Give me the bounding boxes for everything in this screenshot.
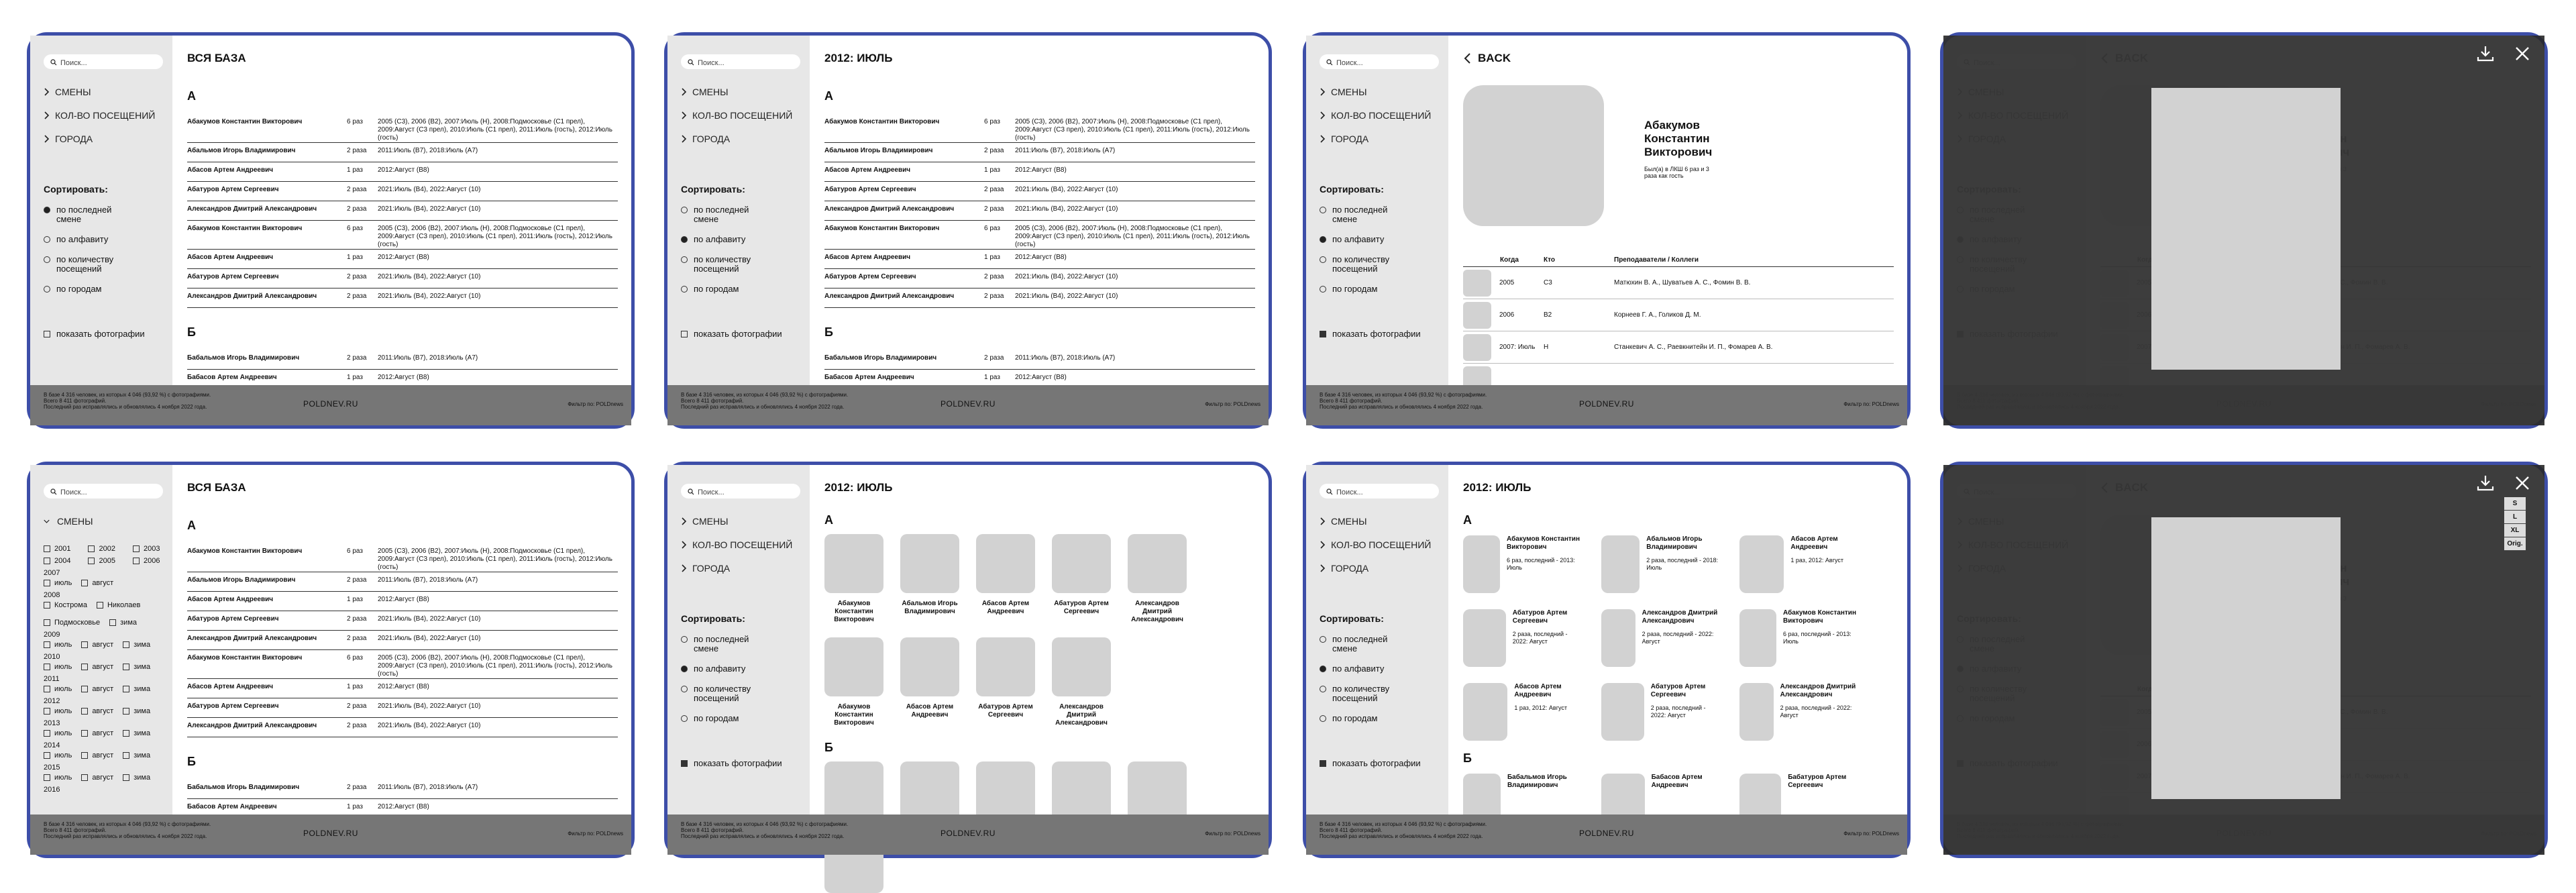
table-row[interactable]: Абатуров Артем Сергеевич 2 раза 2021:Июль (В4), 2022:Август (10) [187, 182, 618, 201]
sort-title: Сортировать: [1320, 184, 1384, 195]
table-row[interactable]: Абатуров Артем Сергеевич 2 раза 2021:Июль (В4), 2022:Август (10) [187, 269, 618, 288]
shift-checkbox[interactable]: зима [123, 663, 150, 671]
year-label: 2007 [44, 569, 60, 577]
photo [824, 761, 883, 821]
nav-item[interactable]: КОЛ-ВО ПОСЕЩЕНИЙ [44, 103, 163, 127]
sort-option[interactable]: по последней смене [681, 205, 800, 224]
photo [824, 637, 883, 696]
sort-option[interactable]: по городам [44, 284, 163, 294]
person-tile[interactable] [1052, 761, 1111, 821]
sidebar [667, 36, 810, 385]
footer: В базе 4 316 человек, из которых 4 046 (93,92 %) с фотографиями. Всего 8 411 фотографий. Последний раз исправлялись и обновлялись 4 ноября 2022 года. POLDNEV.RU Фильтр по: POLDnews [30, 815, 631, 855]
back-button[interactable]: BACK [1463, 45, 1894, 72]
search-icon [1326, 59, 1333, 68]
table-row[interactable]: Александров Дмитрий Александрович 2 раза 2021:Июль (В4), 2022:Август (10) [187, 288, 618, 308]
table-row[interactable]: Бабальмов Игорь Владимирович 2 раза 2011:Июль (В7), 2018:Июль (А7) [824, 350, 1255, 370]
history-row[interactable]: 2006 В2 Корнеев Г. А., Голиков Д. М. [1463, 299, 1894, 331]
chevron-down-icon [44, 517, 52, 525]
table-row[interactable]: Абасов Артем Андреевич 1 раз 2012:Август (В8) [824, 162, 1255, 182]
photo [1052, 534, 1111, 593]
sort-option[interactable]: по количеству посещений [44, 255, 163, 274]
person-card[interactable]: Абакумов Константин Викторович 6 раз, последний - 2013: Июль [1739, 609, 1860, 671]
nav-item[interactable]: СМЕНЫ [1320, 80, 1439, 103]
shift-checkbox[interactable]: июль [44, 774, 72, 782]
sort-option[interactable]: по последней смене [1320, 205, 1439, 224]
person-card[interactable]: Абатуров Артем Сергеевич 2 раза, последний - 2022: Август [1601, 683, 1722, 745]
shift-checkbox[interactable]: июль [44, 685, 72, 693]
footer: В базе 4 316 человек, из которых 4 046 (93,92 %) с фотографиями. Всего 8 411 фотографий. Последний раз исправлялись и обновлялись 4 ноября 2022 года. POLDNEV.RU Фильтр по: POLDnews [667, 385, 1269, 425]
person-card[interactable]: Александров Дмитрий Александрович 2 раза, последний - 2022: Август [1739, 683, 1860, 745]
table-row[interactable]: Бабальмов Игорь Владимирович 2 раза 2011:Июль (В7), 2018:Июль (А7) [187, 350, 618, 370]
main-content [810, 36, 1269, 385]
search-placeholder: Поиск... [1336, 59, 1363, 67]
sort-option[interactable]: по количеству посещений [681, 684, 800, 703]
main-content [172, 36, 631, 385]
main-content: BACK Абакумов Константин Викторович Был(а) в ЛКШ 6 раз и 3 раза как гость Когда Кто Преподаватели / Коллеги 2005 С3 Матюхин В. А., Шуватьев А. С., Фомин В. В. 2006 В2 Корнеев Г. А., Голиков Д. М. 2007: Июль Н Станкевич А. С., Раевкнитейн И. П., Фомарев А. В. [1448, 36, 1907, 385]
photo [900, 534, 959, 593]
radio[interactable] [681, 286, 688, 293]
sort-title: Сортировать: [44, 184, 108, 195]
person-tile[interactable] [900, 761, 959, 821]
footer: В базе 4 316 человек, из которых 4 046 (93,92 %) с фотографиями. Всего 8 411 фотографий. Последний раз исправлялись и обновлялись 4 ноября 2022 года. POLDNEV.RU Фильтр по: POLDnews [667, 815, 1269, 855]
chevron-right-icon [1320, 135, 1326, 143]
nav-item[interactable]: СМЕНЫ [44, 80, 163, 103]
photo [1463, 535, 1500, 593]
table-row[interactable]: Абатуров Артем Сергеевич 2 раза 2021:Июль (В4), 2022:Август (10) [187, 698, 618, 718]
photo [1601, 609, 1635, 667]
chevron-right-icon [1320, 541, 1326, 549]
table-row[interactable]: Абасов Артем Андреевич 1 раз 2012:Август (В8) [824, 250, 1255, 269]
sort-option[interactable]: по алфавиту [681, 664, 800, 674]
nav-item[interactable]: КОЛ-ВО ПОСЕЩЕНИЙ [681, 533, 800, 556]
shift-checkbox[interactable]: июль [44, 579, 72, 587]
sort-option[interactable]: по последней смене [681, 635, 800, 653]
sort-option[interactable]: по городам [681, 284, 800, 294]
person-tile[interactable]: Абакумов Константин Викторович [824, 637, 883, 727]
table-row[interactable]: Абатуров Артем Сергеевич 2 раза 2021:Июль (В4), 2022:Август (10) [187, 611, 618, 631]
footer-site[interactable]: POLDNEV.RU [1579, 829, 1634, 838]
history-table: Когда Кто Преподаватели / Коллеги 2005 С3 Матюхин В. А., Шуватьев А. С., Фомин В. В. 2006 В2 Корнеев Г. А., Голиков Д. М. 2007: Июль Н Станкевич А. С., Раевкнитейн И. П., Фомарев А. В. [1463, 256, 1894, 396]
shift-checkbox[interactable]: июль [44, 729, 72, 737]
year-label: 2012 [44, 697, 60, 705]
radio[interactable] [44, 286, 50, 293]
photo [1463, 683, 1507, 741]
page-title: 2012: ИЮЛЬ [1463, 481, 1532, 494]
show-photos-toggle[interactable]: показать фотографии [44, 329, 163, 339]
person-card[interactable]: Абасов Артем Андреевич 1 раз, 2012: Август [1463, 683, 1584, 745]
history-row[interactable]: 2007: Июль Н Станкевич А. С., Раевкнитейн И. П., Фомарев А. В. [1463, 331, 1894, 364]
photo [976, 534, 1035, 593]
show-photos-toggle[interactable]: показать фотографии [1320, 758, 1439, 768]
year-checkbox[interactable]: 2001 [44, 545, 70, 553]
search-placeholder: Поиск... [698, 59, 724, 67]
shift-checkbox[interactable]: июль [44, 641, 72, 649]
search-input[interactable] [681, 54, 800, 69]
photo [1463, 609, 1506, 667]
radio[interactable] [44, 236, 50, 243]
screen-frame [1303, 32, 1911, 429]
page-title: ВСЯ БАЗА [187, 52, 246, 64]
photo [1128, 761, 1187, 821]
radio[interactable] [681, 256, 688, 263]
footer: В базе 4 316 человек, из которых 4 046 (93,92 %) с фотографиями. Всего 8 411 фотографий. Последний раз исправлялись и обновлялись 4 ноября 2022 года. POLDNEV.RU Фильтр по: POLDnews [30, 385, 631, 425]
chevron-right-icon [681, 541, 687, 549]
shift-checkbox[interactable]: зима [123, 729, 150, 737]
shift-checkbox[interactable]: август [81, 707, 113, 715]
chevron-right-icon [1320, 564, 1326, 572]
table-row[interactable]: Бабасов Артем Андреевич 1 раз 2012:Август (В8) [187, 799, 618, 819]
page-title: ВСЯ БАЗА [187, 481, 246, 494]
table-row[interactable]: Абальмов Игорь Владимирович 2 раза 2011:Июль (В7), 2018:Июль (А7) [824, 143, 1255, 162]
table-row[interactable]: Абакумов Константин Викторович 6 раз 2005 (С3), 2006 (В2), 2007:Июль (Н), 2008:Подмосковье (С1 прел), 2009:Август (С3 прел), 2010:Июль (С1 прел), 2011:Июль (гость), 2012:Июль (гость) [187, 543, 618, 572]
shift-checkbox[interactable]: август [81, 641, 113, 649]
nav-item[interactable]: ГОРОДА [681, 127, 800, 150]
table-row[interactable]: Бабальмов Игорь Владимирович 2 раза 2011:Июль (В7), 2018:Июль (А7) [187, 780, 618, 799]
page-title: 2012: ИЮЛЬ [824, 52, 893, 64]
photo [1601, 683, 1644, 741]
radio[interactable] [681, 636, 688, 643]
shift-checkbox[interactable]: зима [109, 619, 137, 627]
radio[interactable] [681, 236, 688, 243]
chevron-right-icon [681, 517, 687, 525]
chevron-right-icon [1320, 517, 1326, 525]
radio[interactable] [1320, 686, 1326, 692]
footer: В базе 4 316 человек, из которых 4 046 (93,92 %) с фотографиями. Всего 8 411 фотографий. Последний раз исправлялись и обновлялись 4 ноября 2022 года. POLDNEV.RU Фильтр по: POLDnews [1306, 385, 1907, 425]
radio[interactable] [1320, 236, 1326, 243]
shift-checkbox[interactable]: Подмосковье [44, 619, 100, 627]
radio[interactable] [681, 207, 688, 213]
sort-option[interactable]: по алфавиту [44, 235, 163, 244]
search-input[interactable] [681, 484, 800, 498]
search-icon [1326, 488, 1333, 497]
radio[interactable] [1320, 666, 1326, 672]
shift-checkbox[interactable]: июль [44, 751, 72, 759]
shift-checkbox[interactable]: август [81, 579, 113, 587]
year-checkbox[interactable]: 2005 [88, 557, 115, 565]
close-icon[interactable] [2515, 476, 2530, 494]
show-photos-toggle[interactable]: показать фотографии [681, 329, 800, 339]
shift-checkbox[interactable]: август [81, 774, 113, 782]
shift-checkbox[interactable]: июль [44, 663, 72, 671]
table-row[interactable]: Александров Дмитрий Александрович 2 раза 2021:Июль (В4), 2022:Август (10) [824, 288, 1255, 308]
download-icon[interactable] [2476, 45, 2495, 66]
sidebar [1306, 465, 1448, 815]
screen-frame [664, 32, 1272, 429]
sort-title: Сортировать: [1320, 613, 1384, 624]
chevron-right-icon [1320, 111, 1326, 119]
person-card[interactable]: Бабальмов Игорь Владимирович [1463, 774, 1584, 835]
footer-site[interactable]: POLDNEV.RU [941, 399, 996, 409]
person-card[interactable]: Абасов Артем Андреевич 1 раз, 2012: Август [1739, 535, 1860, 597]
search-placeholder: Поиск... [1336, 488, 1363, 496]
shift-checkbox[interactable]: август [81, 751, 113, 759]
letter-heading: Б [824, 741, 833, 754]
size-menu [2504, 497, 2526, 551]
nav-item[interactable]: ГОРОДА [1320, 127, 1439, 150]
sort-option[interactable]: по последней смене [1320, 635, 1439, 653]
main-content [810, 465, 1269, 815]
nav-item[interactable]: СМЕНЫ [681, 509, 800, 533]
footer: В базе 4 316 человек, из которых 4 046 (93,92 %) с фотографиями. Всего 8 411 фотографий. Последний раз исправлялись и обновлялись 4 ноября 2022 года. POLDNEV.RU Фильтр по: POLDnews [1306, 815, 1907, 855]
radio[interactable] [1320, 256, 1326, 263]
sort-option[interactable]: по городам [1320, 284, 1439, 294]
size-option[interactable]: S [2504, 497, 2526, 511]
year-label: 2008 [44, 591, 60, 599]
person-tile[interactable] [1128, 761, 1187, 821]
shift-checkbox[interactable]: август [81, 729, 113, 737]
nav-item[interactable]: СМЕНЫ [1320, 509, 1439, 533]
letter-heading: А [187, 89, 196, 103]
footer-site[interactable]: POLDNEV.RU [303, 829, 358, 838]
person-tile[interactable] [824, 761, 883, 821]
radio[interactable] [681, 666, 688, 672]
photo [1739, 683, 1774, 741]
sidebar [30, 36, 172, 385]
table-row[interactable]: Абакумов Константин Викторович 6 раз 2005 (С3), 2006 (В2), 2007:Июль (Н), 2008:Подмосковье (С1 прел), 2009:Август (С3 прел), 2010:Июль (С1 прел), 2011:Июль (гость), 2012:Июль (гость) [187, 114, 618, 143]
person-tile[interactable]: Абасов Артем Андреевич [900, 637, 959, 727]
search-icon [50, 488, 57, 497]
shift-checkbox[interactable]: август [81, 685, 113, 693]
profile-name: Абакумов Константин Викторович [1644, 119, 1713, 158]
sort-option[interactable]: по последней смене [44, 205, 163, 224]
sort-title: Сортировать: [681, 613, 745, 624]
size-option[interactable]: Orig. [2504, 537, 2526, 551]
person-tile[interactable]: Александров Дмитрий Александрович [1128, 534, 1187, 624]
sort-option[interactable]: по количеству посещений [681, 255, 800, 274]
table-row[interactable]: Абатуров Артем Сергеевич 2 раза 2021:Июль (В4), 2022:Август (10) [824, 182, 1255, 201]
shift-checkbox[interactable]: июль [44, 707, 72, 715]
history-row[interactable]: 2005 С3 Матюхин В. А., Шуватьев А. С., Фомин В. В. [1463, 267, 1894, 299]
photo [1601, 535, 1640, 593]
table-row[interactable]: Абакумов Константин Викторович 6 раз 2005 (С3), 2006 (В2), 2007:Июль (Н), 2008:Подмосковье (С1 прел), 2009:Август (С3 прел), 2010:Июль (С1 прел), 2011:Июль (гость), 2012:Июль (гость) [187, 221, 618, 250]
search-icon [50, 59, 57, 68]
photo-thumb [1463, 334, 1491, 361]
chevron-right-icon [681, 135, 687, 143]
sort-option[interactable]: по алфавиту [681, 235, 800, 244]
sort-option[interactable]: по городам [681, 714, 800, 723]
photo-thumb [1463, 302, 1491, 329]
photo [1739, 535, 1784, 593]
show-photos-toggle[interactable]: показать фотографии [1320, 329, 1439, 339]
year-checkbox[interactable]: 2003 [133, 545, 160, 553]
letter-heading: Б [1463, 751, 1472, 765]
letter-heading: А [824, 513, 833, 527]
shift-checkbox[interactable]: Николаев [97, 601, 140, 609]
size-option[interactable]: L [2504, 511, 2526, 524]
photo [976, 637, 1035, 696]
person-tile[interactable] [976, 761, 1035, 821]
screen-frame [1940, 462, 2548, 858]
person-card[interactable]: Александров Дмитрий Александрович 2 раза, последний - 2022: Август [1601, 609, 1722, 671]
close-icon[interactable] [2515, 46, 2530, 64]
page-title: 2012: ИЮЛЬ [824, 481, 893, 494]
main-content [172, 465, 631, 815]
year-checkbox[interactable]: 2002 [88, 545, 115, 553]
radio[interactable] [44, 256, 50, 263]
table-row[interactable]: Абасов Артем Андреевич 1 раз 2012:Август (В8) [187, 679, 618, 698]
sort-option[interactable]: по алфавиту [1320, 235, 1439, 244]
nav-item[interactable]: ГОРОДА [44, 127, 163, 150]
nav-item[interactable]: ГОРОДА [1320, 556, 1439, 580]
search-input[interactable] [44, 54, 163, 69]
table-row[interactable]: Александров Дмитрий Александрович 2 раза 2021:Июль (В4), 2022:Август (10) [187, 631, 618, 650]
person-tile[interactable]: Абальмов Игорь Владимирович [900, 534, 959, 624]
sort-option[interactable]: по городам [1320, 714, 1439, 723]
profile-photo [1463, 85, 1604, 226]
letter-heading: Б [187, 325, 196, 339]
download-icon[interactable] [2476, 474, 2495, 495]
shift-checkbox[interactable]: август [81, 663, 113, 671]
photo [900, 761, 959, 821]
search-input[interactable] [44, 484, 163, 498]
screen-frame [664, 462, 1272, 858]
table-row[interactable]: Абатуров Артем Сергеевич 2 раза 2021:Июль (В4), 2022:Август (10) [824, 269, 1255, 288]
enlarged-photo [2151, 88, 2341, 370]
radio[interactable] [681, 686, 688, 692]
year-checkbox[interactable]: 2004 [44, 557, 70, 565]
photo [1052, 637, 1111, 696]
person-card[interactable]: Абакумов Константин Викторович 6 раз, последний - 2013: Июль [1463, 535, 1584, 597]
person-card[interactable]: Бабатуров Артем Сергеевич [1739, 774, 1860, 835]
table-row[interactable]: Бабасов Артем Андреевич 1 раз 2012:Август (В8) [187, 370, 618, 389]
chevron-right-icon [681, 111, 687, 119]
size-option[interactable]: XL [2504, 524, 2526, 537]
shift-checkbox[interactable]: зима [123, 751, 150, 759]
nav-item[interactable]: КОЛ-ВО ПОСЕЩЕНИЙ [681, 103, 800, 127]
radio[interactable] [1320, 286, 1326, 293]
shift-checkbox[interactable]: зима [123, 707, 150, 715]
photo [824, 534, 883, 593]
back-arrow-icon [1463, 52, 1471, 64]
radio[interactable] [681, 715, 688, 722]
letter-heading: Б [824, 325, 833, 339]
table-row[interactable]: Абасов Артем Андреевич 1 раз 2012:Август (В8) [187, 592, 618, 611]
nav-item[interactable]: СМЕНЫ [681, 80, 800, 103]
person-tile[interactable]: Абакумов Константин Викторович [824, 534, 883, 624]
sort-title: Сортировать: [681, 184, 745, 195]
year-label: 2009 [44, 631, 60, 639]
year-label: 2014 [44, 741, 60, 749]
enlarged-photo [2151, 517, 2341, 799]
radio[interactable] [44, 207, 50, 213]
main-content [1448, 465, 1907, 815]
show-photos-toggle[interactable]: показать фотографии [681, 758, 800, 768]
nav-item-shifts[interactable]: СМЕНЫ [44, 509, 163, 533]
search-input[interactable] [1320, 484, 1439, 498]
table-row[interactable]: Бабасов Артем Андреевич 1 раз 2012:Август (В8) [824, 370, 1255, 389]
shift-checkbox[interactable]: зима [123, 641, 150, 649]
search-icon [688, 488, 694, 497]
footer-site[interactable]: POLDNEV.RU [303, 399, 358, 409]
sort-option[interactable]: по алфавиту [1320, 664, 1439, 674]
nav-item[interactable]: КОЛ-ВО ПОСЕЩЕНИЙ [1320, 103, 1439, 127]
person-card[interactable]: Абатуров Артем Сергеевич 2 раза, последний - 2022: Август [1463, 609, 1584, 671]
search-icon [688, 59, 694, 68]
search-placeholder: Поиск... [60, 59, 87, 67]
person-tile[interactable]: Александров Дмитрий Александрович [1052, 637, 1111, 727]
table-row[interactable]: Абасов Артем Андреевич 1 раз 2012:Август (В8) [187, 162, 618, 182]
table-row[interactable]: Абальмов Игорь Владимирович 2 раза 2011:Июль (В7), 2018:Июль (А7) [187, 143, 618, 162]
year-label: 2013 [44, 719, 60, 727]
photo [976, 761, 1035, 821]
search-input[interactable] [1320, 54, 1439, 69]
table-row[interactable]: Абальмов Игорь Владимирович 2 раза 2011:Июль (В7), 2018:Июль (А7) [187, 572, 618, 592]
footer-site[interactable]: POLDNEV.RU [1579, 399, 1634, 409]
screen-frame [1940, 32, 2548, 429]
year-checkbox[interactable]: 2006 [133, 557, 160, 565]
photo [900, 637, 959, 696]
letter-heading: А [824, 89, 833, 103]
radio[interactable] [1320, 715, 1326, 722]
screen-frame [27, 462, 635, 858]
search-placeholder: Поиск... [60, 488, 87, 496]
sidebar [1306, 36, 1448, 385]
years-filter [44, 545, 163, 794]
footer-site[interactable]: POLDNEV.RU [941, 829, 996, 838]
person-tile[interactable]: Абатуров Артем Сергеевич [1052, 534, 1111, 624]
table-row[interactable]: Абакумов Константин Викторович 6 раз 2005 (С3), 2006 (В2), 2007:Июль (Н), 2008:Подмосковье (С1 прел), 2009:Август (С3 прел), 2010:Июль (С1 прел), 2011:Июль (гость), 2012:Июль (гость) [187, 650, 618, 679]
year-label: 2015 [44, 764, 60, 772]
chevron-right-icon [1320, 88, 1326, 96]
year-label: 2011 [44, 675, 60, 683]
person-card[interactable]: Бабасов Артем Андреевич [1601, 774, 1722, 835]
photo [1052, 761, 1111, 821]
table-row[interactable]: Абакумов Константин Викторович 6 раз 2005 (С3), 2006 (В2), 2007:Июль (Н), 2008:Подмосковье (С1 прел), 2009:Август (С3 прел), 2010:Июль (С1 прел), 2011:Июль (гость), 2012:Июль (гость) [824, 114, 1255, 143]
chevron-right-icon [44, 88, 50, 96]
chevron-right-icon [44, 135, 50, 143]
letter-heading: Б [187, 755, 196, 768]
sidebar [30, 465, 172, 815]
table-row[interactable]: Александров Дмитрий Александрович 2 раза 2021:Июль (В4), 2022:Август (10) [187, 201, 618, 221]
sidebar [667, 465, 810, 815]
search-placeholder: Поиск... [698, 488, 724, 496]
table-row[interactable]: Абакумов Константин Викторович 6 раз 2005 (С3), 2006 (В2), 2007:Июль (Н), 2008:Подмосковье (С1 прел), 2009:Август (С3 прел), 2010:Июль (С1 прел), 2011:Июль (гость), 2012:Июль (гость) [824, 221, 1255, 250]
nav-item[interactable]: ГОРОДА [681, 556, 800, 580]
letter-heading: А [187, 519, 196, 532]
chevron-right-icon [681, 88, 687, 96]
photo [1128, 534, 1187, 593]
photo-thumb [1463, 270, 1491, 297]
year-label: 2010 [44, 653, 60, 661]
sort-option[interactable]: по количеству посещений [1320, 255, 1439, 274]
screen-frame [27, 32, 635, 429]
nav-item[interactable]: КОЛ-ВО ПОСЕЩЕНИЙ [1320, 533, 1439, 556]
person-card[interactable]: Абальмов Игорь Владимирович 2 раза, последний - 2018: Июль [1601, 535, 1722, 597]
photo [1739, 609, 1776, 667]
person-tile[interactable]: Абасов Артем Андреевич [976, 534, 1035, 624]
person-tile[interactable]: Абатуров Артем Сергеевич [976, 637, 1035, 727]
year-label: 2016 [44, 786, 60, 794]
shift-checkbox[interactable]: зима [123, 774, 150, 782]
letter-heading: А [1463, 513, 1472, 527]
table-row[interactable]: Александров Дмитрий Александрович 2 раза 2021:Июль (В4), 2022:Август (10) [187, 718, 618, 737]
shift-checkbox[interactable]: Кострома [44, 601, 87, 609]
chevron-right-icon [44, 111, 50, 119]
table-row[interactable]: Абасов Артем Андреевич 1 раз 2012:Август (В8) [187, 250, 618, 269]
radio[interactable] [1320, 636, 1326, 643]
screen-frame [1303, 462, 1911, 858]
radio[interactable] [1320, 207, 1326, 213]
table-row[interactable]: Александров Дмитрий Александрович 2 раза 2021:Июль (В4), 2022:Август (10) [824, 201, 1255, 221]
chevron-right-icon [681, 564, 687, 572]
sort-option[interactable]: по количеству посещений [1320, 684, 1439, 703]
shift-checkbox[interactable]: зима [123, 685, 150, 693]
